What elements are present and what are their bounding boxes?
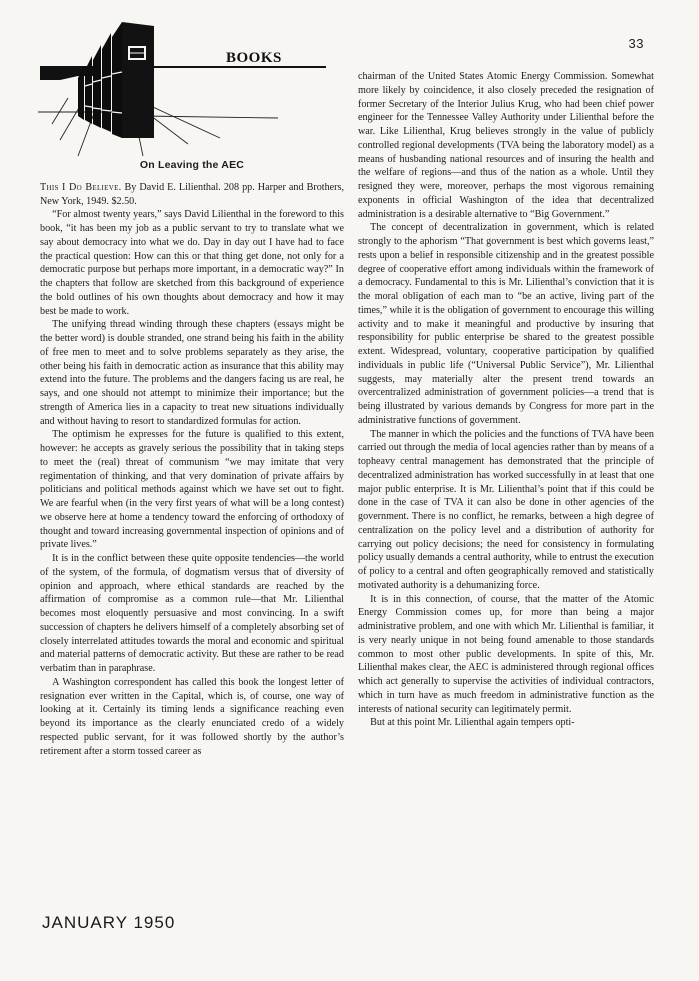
floor-lines — [38, 98, 278, 156]
body-paragraph: “For almost twenty years,” says David Lilienthal in the foreword to this book, “it has been my job as a public servant to try to translate what we say about democracy into what we do. Day in day out I have had to face the practical question: How can this or that thing get done, not only for a democratic purpose but perhaps more important, in a democratic way?” In the chapters that follow are sketched from this background of experience the bold outlines of his own thoughts about democracy and how it may best be made to work. — [40, 209, 344, 317]
issue-date: JANUARY 1950 — [42, 913, 176, 932]
book-spines — [78, 22, 154, 138]
left-column — [40, 159, 344, 758]
body-paragraph: It is in the conflict between these quite opposite tendencies—the world of the system, of the formula, of dogmatism versus that of diversity of opinion and approach, where ethical standards are reached by the affirmation of compromise as a common rule—that Mr. Lilienthal becomes most eloquently persuasive and most convincing. In a swift succession of chapters he delivers himself of a completely absorbing set of closely interrelated attitudes towards the moral and economic and spiritual and material patterns of democratic activity. But these are rather to be read verbatim than in paraphrase. — [40, 553, 344, 674]
body-paragraph: A Washington correspondent has called this book the longest letter of resignation ever written in the Capital, which is, of course, one way of looking at it. Certainly its timing lends a significance reaching even beyond its importance as the clearly enunciated credo of a widely respected public servant, for it was followed shortly by the author’s retirement after a storm tossed career as — [40, 676, 344, 757]
body-paragraph: The manner in which the policies and the functions of TVA have been carried out through the media of local agencies rather than by means of a topheavy central management has demonstrated that the principle of decentralized administration has worked successfully in at least that one major public enterprise. It is Mr. Lilienthal’s point that if this could be done in the case of TVA it can also be done in other agencies of the government. There is no conflict, he remarks, between a high degree of centralization on the policy level and a distribution of authority for carrying out policy decisions; the need for consistency in formulating policy usually demands a central authority, while to entrust the execution of policy to a central and often geographically removed and statistically motivated authority is a dehumanizing force. — [358, 428, 654, 591]
book-citation-details: By David E. Lilienthal. 208 pp. Harper and Brothers, New York, 1949. $2.50. — [40, 181, 344, 207]
body-paragraph: The concept of decentralization in government, which is related strongly to the aphorism “That government is best which governs least,” rests upon a belief in responsible citizenship and in the greatest possible degree of cooperative effort among individuals within the framework of a democracy. Fundamental to this is Mr. Lilienthal’s conviction that it is the moral obligation of each man to “be an active, living part of the times,” while it is the obligation of government to encourage this willing activity and to make it meaningful and productive by insuring that responsibility for public enterprise be shared to the greatest possible extent. Widespread, voluntary, cooperative participation by qualified individuals in public life (“Universal Public Service”), Mr. Lilienthal suggests, may materially alter the present trend towards an overcentralized administration of government policies—a trend that is being illustrated by various demands by Congress for more part in the administrative functions of government. — [358, 222, 654, 426]
page-number: 33 — [628, 36, 644, 51]
body-paragraph: But at this point Mr. Lilienthal again tempers opti- — [370, 717, 575, 729]
book-citation — [40, 181, 344, 209]
books-header-illustration — [38, 20, 328, 160]
body-paragraph: It is in this connection, of course, that the matter of the Atomic Energy Commission comes up, for more than being a major administrative problem, and one with which Mr. Lilienthal is familiar, it is very nearly unique in not being found amenable to those standards common to most other public developments. In spite of this, Mr. Lilienthal makes clear, the AEC is administered through regional offices which act generally to supervise the activities of individual contractors, which in turn have as much freedom in administrative function as the interests of national security can legitimately permit. — [358, 593, 654, 715]
body-paragraph: The unifying thread winding through these chapters (essays might be the better word) is double stranded, one strand being his faith in the ability of free men to meet and to solve problems separately as they arise, the other being his faith in democratic action as insurance that this ability may extend into the future. The problems and the dangers facing us are real, he says, and one should not attempt to minimize their importance; but the strength of America lies in a capacity to treat new situations individually and without having to resort to standardized formulas for action. — [40, 319, 344, 427]
section-title: BOOKS — [226, 50, 282, 66]
book-citation-title: This I Do Believe. — [40, 181, 122, 193]
body-paragraph: chairman of the United States Atomic Energy Commission. Somewhat more likely by coincidence, it also closely preceded the resignation of former Secretary of the Interior Julius Krug, who had been chief power engineer for the Tennessee Valley Authority under Lilienthal before the war. Like Lilienthal, Krug believes strongly in the value of publicly controlled regional developments (TVA being the laboratory model) as a means of husbanding national resources and of insuring the health and the welfare of regions—and thus of the nation as a whole. Until they resigned they were, moreover, perhaps the most vigorous remaining exponents in official Washington of the idea that decentralized administration is a desirable alternative to “Big Government.” — [358, 71, 654, 220]
body-paragraph: The optimism he expresses for the future is qualified to this extent, however: he accepts as gravely serious the possibility that in taking steps to meet the (real) threat of communism “we may imitate that very regimentation of thinking, and that very domination of private affairs by politicians and political methods against which we have set out to fight. We are fearful when (in the very first years of what will be a long contest) we observe here at home a tendency toward the enforcing of orthodoxy of thought and toward increasing governmental inspection of opinions and of private lives.” — [40, 429, 344, 551]
article-title: On Leaving the AEC — [139, 159, 245, 171]
right-column — [358, 70, 654, 730]
